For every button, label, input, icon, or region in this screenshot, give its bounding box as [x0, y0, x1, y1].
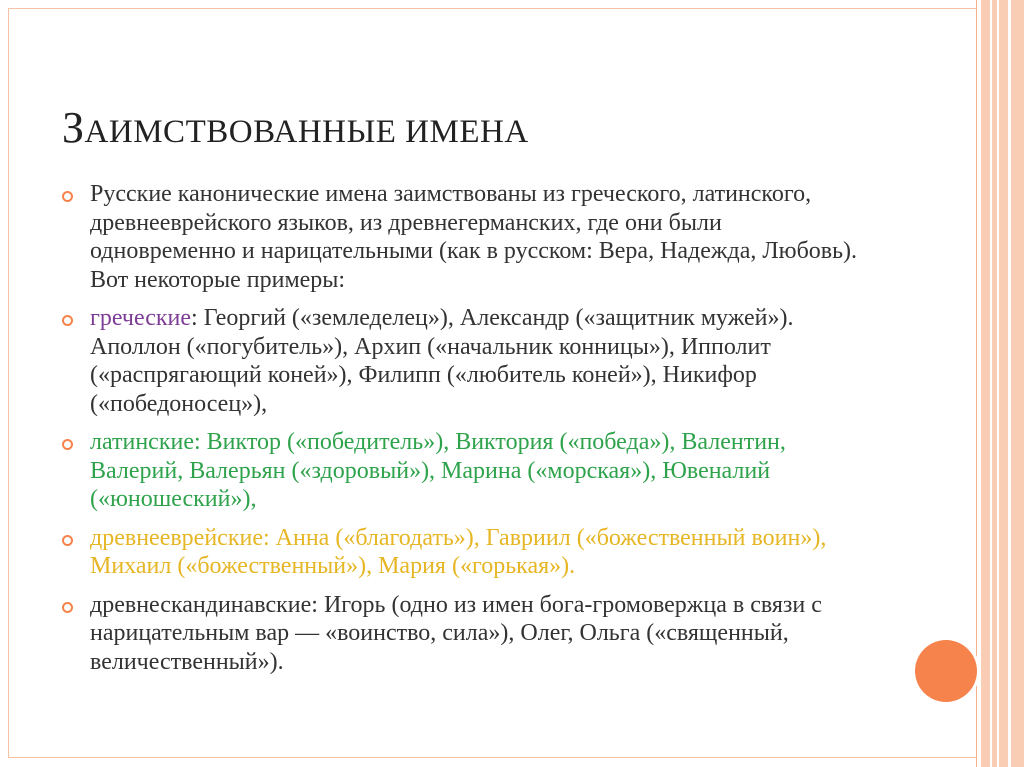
bullet-item [62, 524, 862, 581]
title-rest: АИМСТВОВАННЫЕ ИМЕНА [84, 114, 529, 150]
bullet-item [62, 591, 862, 677]
right-stripe [1011, 0, 1024, 767]
bullet-icon [62, 602, 73, 613]
title-initial: З [62, 103, 85, 152]
frame-line-left [8, 8, 9, 758]
bullet-item [62, 428, 862, 514]
bullet-icon [62, 315, 73, 326]
bullet-label-greek: греческие [90, 305, 192, 331]
decorative-circle [915, 640, 977, 702]
frame-line-top [8, 8, 976, 9]
bullet-text: : Георгий («земледелец»), Александр («защитник мужей»). Аполлон («погубитель»), Архип («начальник конницы»), Ипполит («распрягающий коней»), Филипп («любитель коней»), Никифор («победоносец»), [90, 305, 794, 417]
right-stripe [999, 0, 1008, 767]
bullet-icon [62, 535, 73, 546]
bullet-text: латинские: Виктор («победитель»), Виктория («победа»), Валентин, Валерий, Валерьян («здоровый»), Марина («морская»), Ювеналий («юношеский»), [90, 429, 786, 512]
right-stripe [976, 0, 977, 767]
bullet-item [62, 180, 862, 294]
bullet-text: древнескандинавские: Игорь (одно из имен бога-громовержца в связи с нарицательным вар — «воинство, сила»), Олег, Ольга («священный, величественный»). [90, 591, 822, 675]
bullet-text: древнееврейские: Анна («благодать»), Гавриил («божественный воин»), Михаил («божественный»), Мария («горькая»). [90, 524, 827, 579]
frame-line-bottom [8, 757, 976, 758]
bullet-item [62, 304, 862, 418]
right-stripe [981, 0, 990, 767]
bullet-list [62, 180, 862, 686]
bullet-icon [62, 439, 73, 450]
bullet-text: Русские канонические имена заимствованы из греческого, латинского, древнееврейского языков, из древнегерманских, где они были одновременно и нарицательными (как в русском: Вера, Надежда, Любовь). Вот некоторые примеры: [90, 181, 858, 293]
bullet-icon [62, 191, 73, 202]
slide-title [62, 102, 529, 153]
